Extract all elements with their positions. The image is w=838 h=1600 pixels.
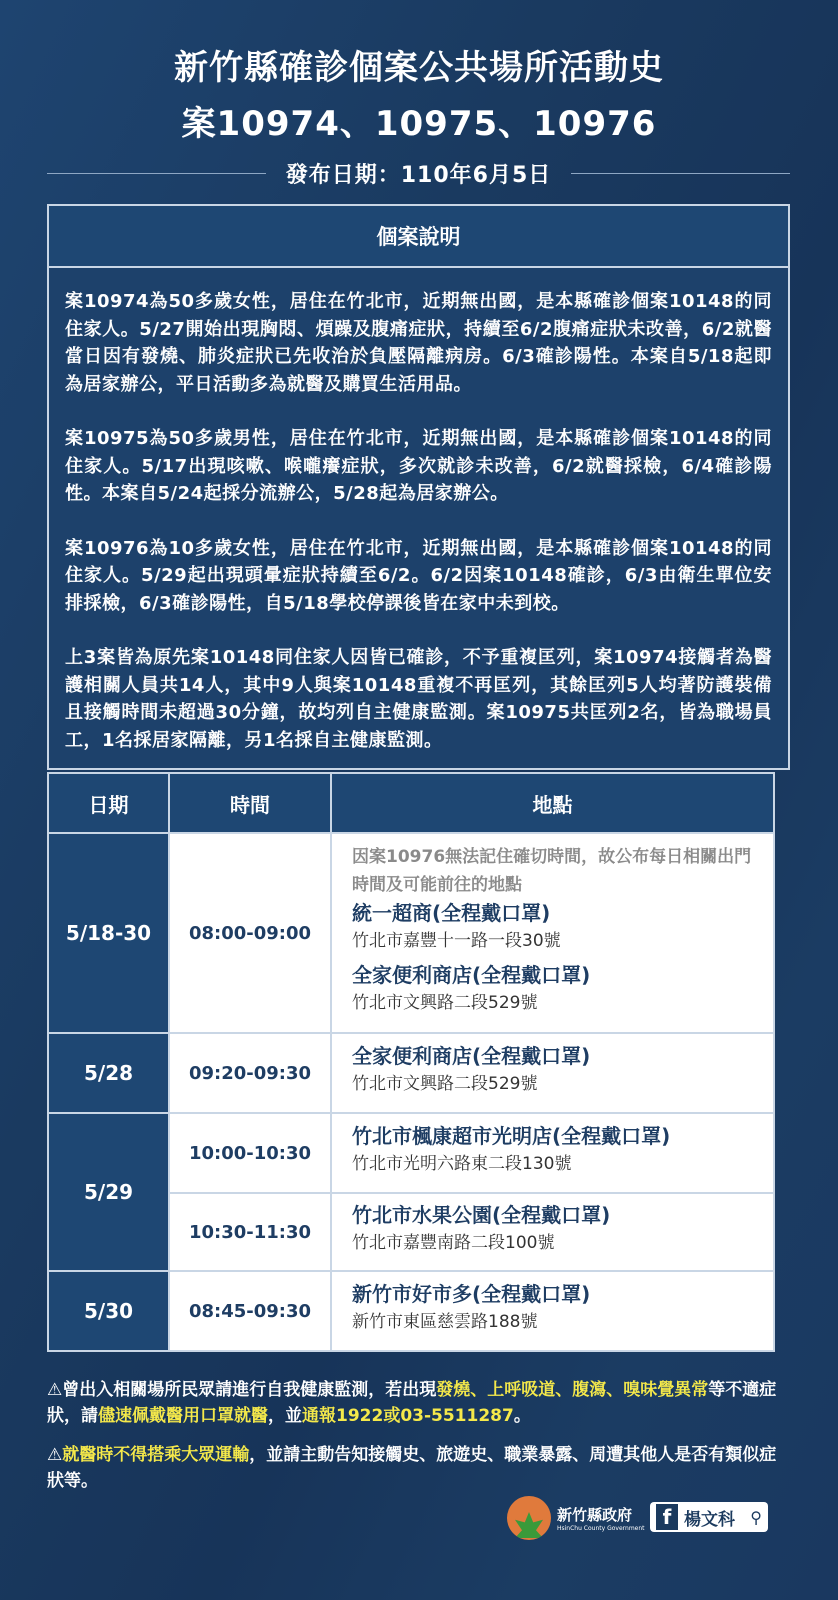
notice-text: ，並請主動告知接觸史、旅遊史、職業暴露、周遭其他人是否有類似症狀等。 [47, 1445, 777, 1491]
page-title: 新竹縣確診個案公共場所活動史 [174, 48, 664, 88]
place-name: 新竹市好市多(全程戴口罩) [352, 1282, 591, 1306]
notice-text: 等不適症狀，請 [47, 1380, 777, 1426]
location-cell [331, 1113, 774, 1193]
place-address: 竹北市嘉豐十一路一段30號 [352, 931, 561, 951]
case-paragraph: 案10974為50多歲女性，居住在竹北市，近期無出國，是本縣確診個案10148的同住家人。5/27開始出現胸悶、煩躁及腹痛症狀，持續至6/2腹痛症狀未改善，6/2就醫當日因有發燒、肺炎症狀已先收治於負壓隔離病房。6/3確診陽性。本案自5/18起即為居家辦公，平日活動多為就醫及購買生活用品。 [65, 291, 772, 395]
case-paragraph: 案10976為10多歲女性，居住在竹北市，近期無出國，是本縣確診個案10148的同住家人。5/29起出現頭暈症狀持續至6/2。6/2因案10148確診，6/3由衛生單位安排採檢，6/3確診陽性，自5/18學校停課後皆在家中未到校。 [65, 537, 772, 614]
table-note: 因案10976無法記住確切時間，故公布每日相關出門時間及可能前往的地點 [352, 847, 752, 895]
publish-date-row [47, 158, 790, 189]
case-paragraph: 上3案皆為原先案10148同住家人因皆已確診，不予重複匡列，案10974接觸者為醫護相關人員共14人，其中9人與案10148重複不再匡列，其餘匡列5人均著防護裝備且接觸時間未超過30分鐘，故均列自主健康監測。案10975共匡列2名，皆為職場員工，1名採居家隔離，另1名採自主健康監測。 [65, 647, 772, 751]
place-address: 新竹市東區慈雲路188號 [352, 1312, 538, 1332]
transport-notice [47, 1442, 777, 1494]
place-name: 全家便利商店(全程戴口罩) [352, 963, 591, 987]
place-name: 竹北市水果公園(全程戴口罩) [352, 1203, 611, 1227]
place-name: 竹北市楓康超市光明店(全程戴口罩) [352, 1124, 671, 1148]
table-row [48, 1271, 774, 1351]
logo-text: 新竹縣政府 [557, 1506, 633, 1524]
place-address: 竹北市文興路二段529號 [352, 993, 538, 1013]
date-cell: 5/30 [48, 1271, 169, 1351]
place-name: 全家便利商店(全程戴口罩) [352, 1044, 591, 1068]
table-row [48, 1113, 774, 1193]
place-address: 竹北市嘉豐南路二段100號 [352, 1233, 555, 1253]
county-government-logo [507, 1496, 645, 1540]
header-date: 日期 [48, 773, 169, 833]
date-cell: 5/28 [48, 1033, 169, 1113]
health-monitoring-notice [47, 1377, 777, 1429]
logo-subtext: HsinChu County Government [557, 1525, 645, 1532]
facebook-page-name: 楊文科 [684, 1509, 735, 1530]
place-address: 竹北市光明六路東二段130號 [352, 1154, 572, 1174]
date-cell: 5/29 [48, 1113, 169, 1271]
notice-highlight: 通報1922或03-5511287 [302, 1406, 514, 1426]
notice-highlight: 儘速佩戴醫用口罩就醫 [98, 1406, 268, 1426]
divider [47, 173, 266, 174]
time-cell: 09:20-09:30 [169, 1033, 331, 1113]
divider [571, 173, 790, 174]
time-cell: 10:30-11:30 [169, 1193, 331, 1271]
time-cell: 08:00-09:00 [169, 833, 331, 1033]
date-cell: 5/18-30 [48, 833, 169, 1033]
search-icon: ⚲ [750, 1507, 762, 1527]
notice-text: ，並 [268, 1406, 302, 1426]
location-cell [331, 1033, 774, 1113]
case-paragraph: 案10975為50多歲男性，居住在竹北市，近期無出國，是本縣確診個案10148的同住家人。5/17出現咳嗽、喉嚨癢症狀，多次就診未改善，6/2就醫採檢，6/4確診陽性。本案自5/24起採分流辦公，5/28起為居家辦公。 [65, 428, 772, 504]
table-header-row [48, 773, 774, 833]
facebook-icon: f [656, 1504, 678, 1530]
panel-heading: 個案說明 [49, 206, 788, 268]
header-time: 時間 [169, 773, 331, 833]
notice-text: 。 [513, 1406, 531, 1426]
location-cell [331, 833, 774, 1033]
table-row [48, 1033, 774, 1113]
time-cell: 08:45-09:30 [169, 1271, 331, 1351]
case-numbers-title: 案10974、10975、10976 [181, 104, 657, 144]
notice-highlight: 發燒、上呼吸道、腹瀉、嗅味覺異常 [436, 1380, 709, 1400]
county-emblem-icon [507, 1496, 551, 1540]
header-location: 地點 [331, 773, 774, 833]
location-cell [331, 1271, 774, 1351]
time-cell: 10:00-10:30 [169, 1113, 331, 1193]
facebook-search-badge [650, 1502, 768, 1532]
warning-icon: ⚠ [47, 1445, 63, 1465]
place-address: 竹北市文興路二段529號 [352, 1074, 538, 1094]
case-description-panel [47, 204, 790, 770]
activity-table [47, 772, 775, 1352]
publish-date: 發布日期：110年6月5日 [285, 163, 552, 188]
place-name: 統一超商(全程戴口罩) [352, 901, 551, 925]
table-row [48, 833, 774, 1033]
notice-highlight: 就醫時不得搭乘大眾運輸 [62, 1445, 250, 1465]
location-cell [331, 1193, 774, 1271]
notice-text: ⚠曾出入相關場所民眾請進行自我健康監測，若出現 [47, 1380, 437, 1400]
